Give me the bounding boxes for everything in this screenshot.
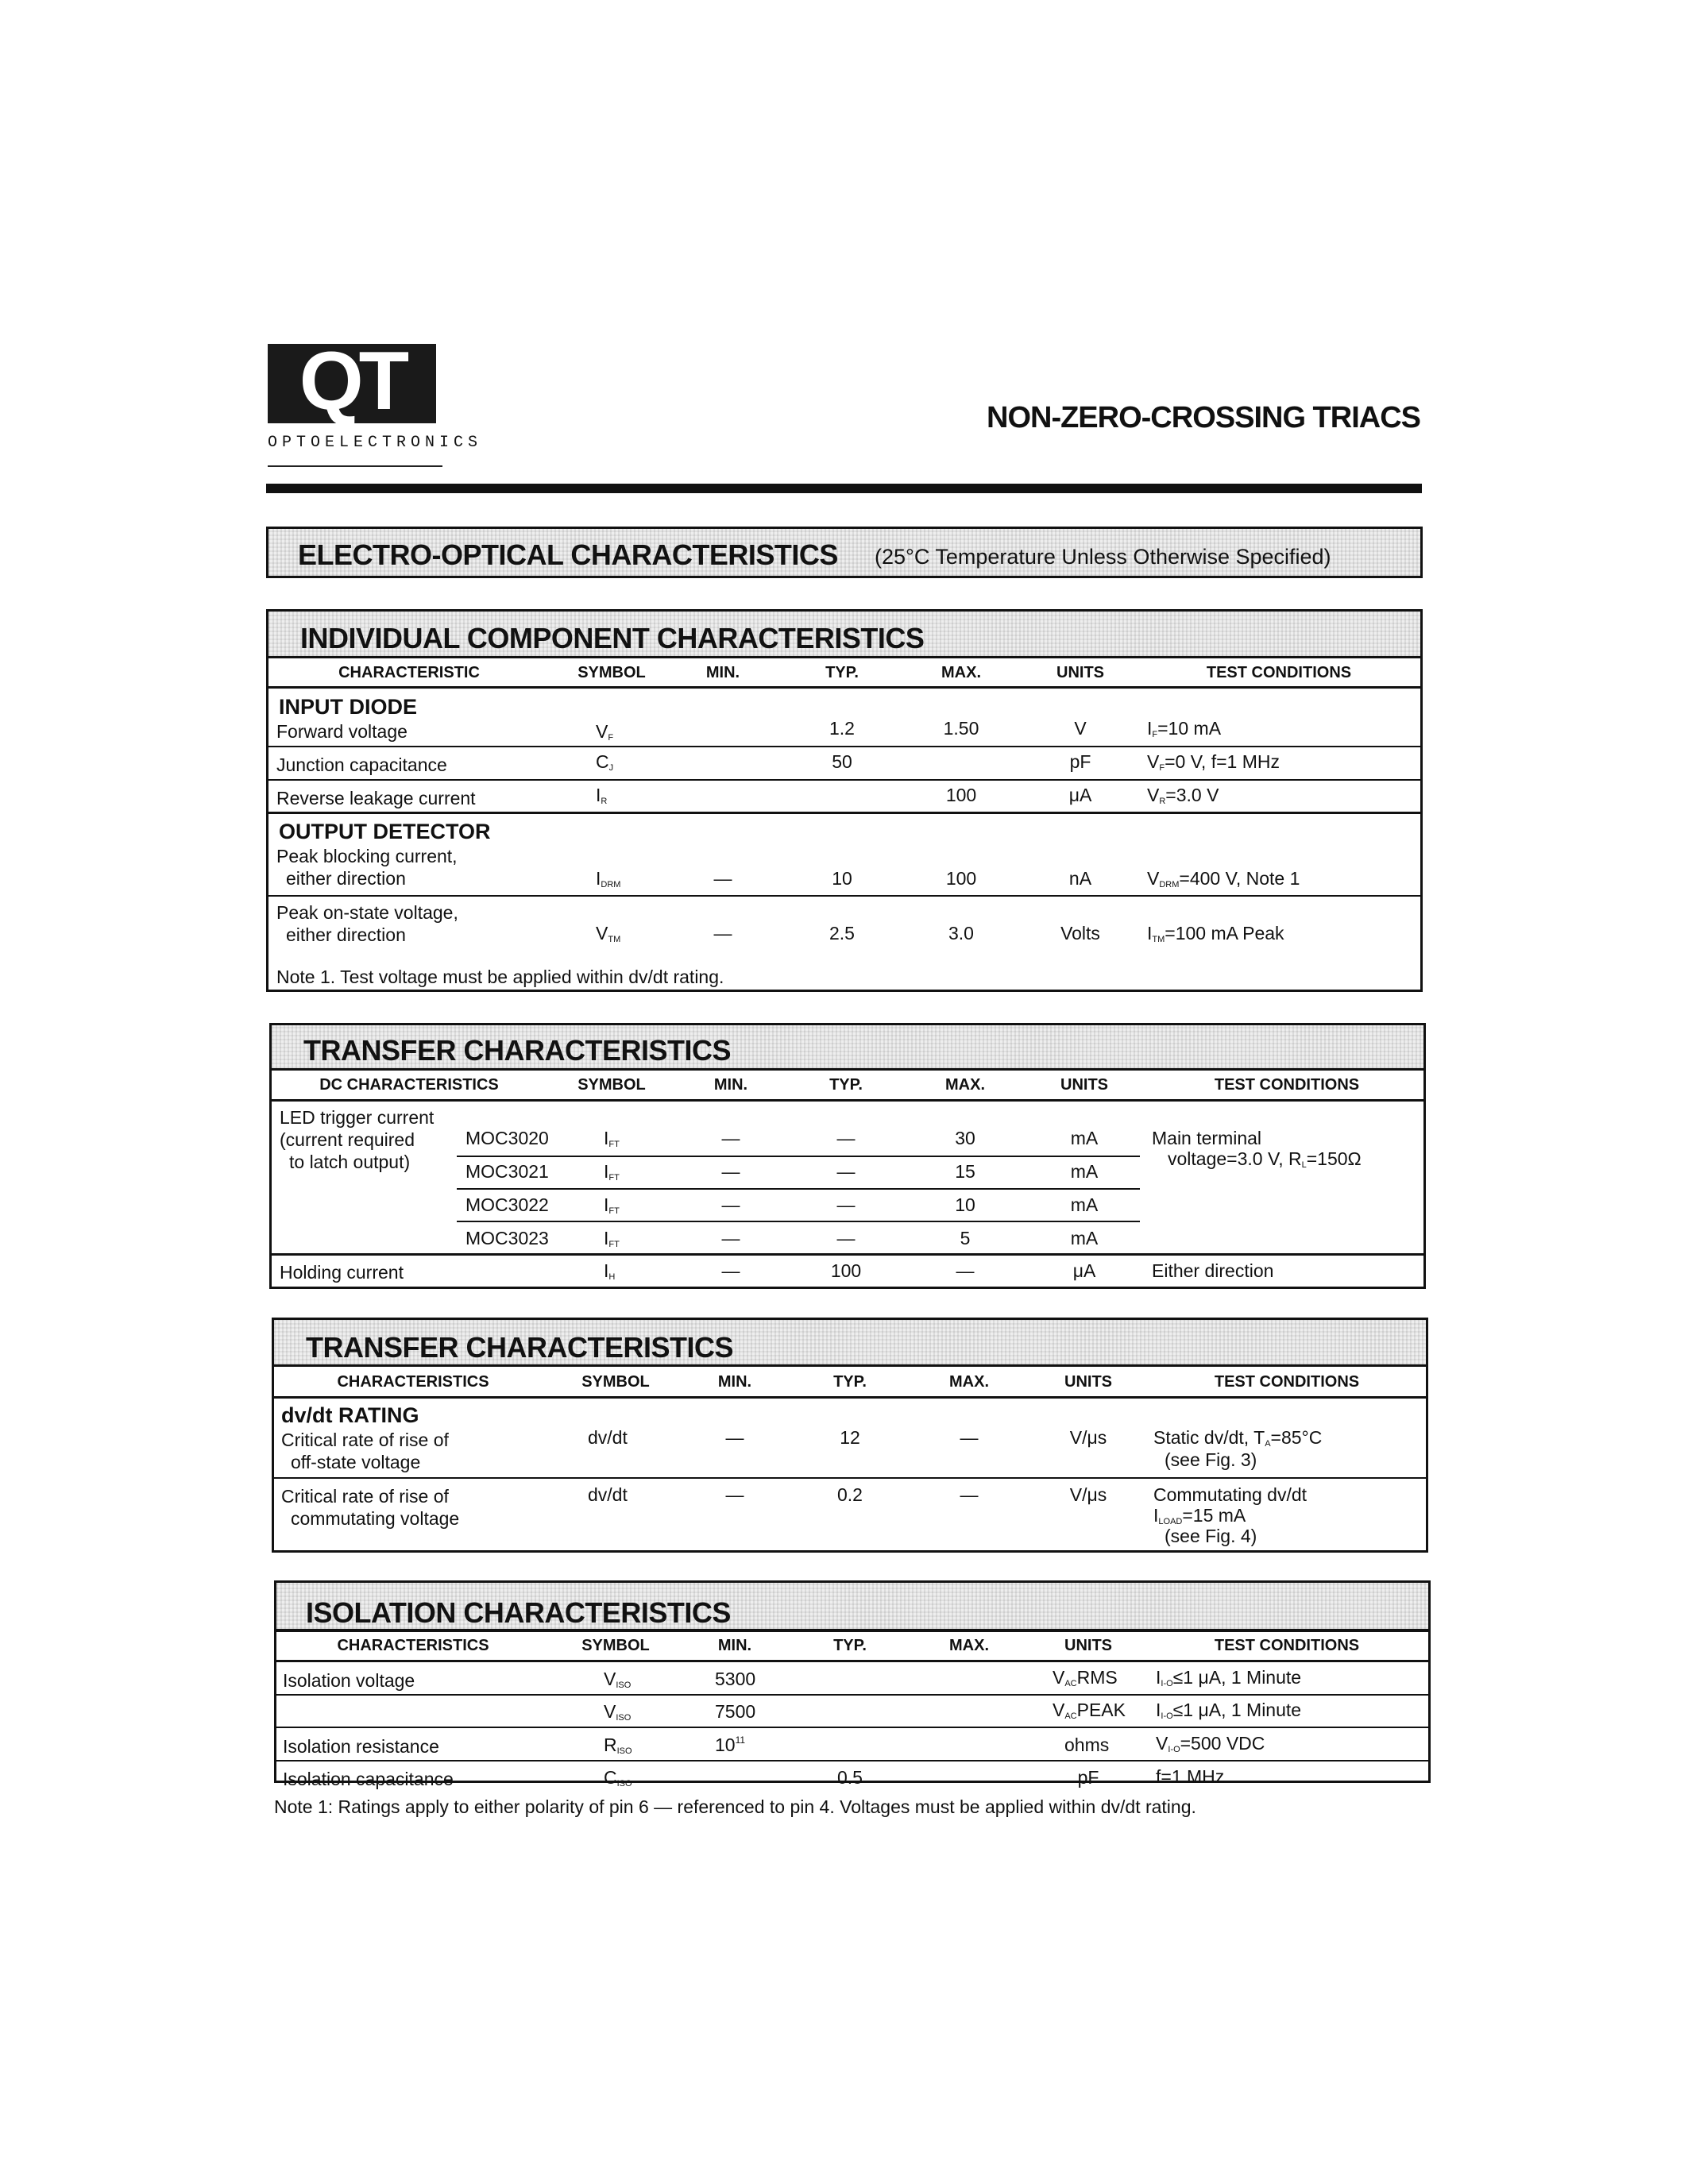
cond-rest: =10 mA — [1157, 718, 1222, 739]
divider — [266, 895, 1423, 897]
divider — [266, 656, 1423, 658]
col-symbol: SYMBOL — [581, 1373, 650, 1391]
cell-max: — — [960, 1484, 979, 1505]
isolation-title: ISOLATION CHARACTERISTICS — [306, 1596, 731, 1629]
sym-sub: FT — [608, 1240, 620, 1249]
min-sup: 11 — [735, 1734, 746, 1746]
cell-typ: — — [836, 1128, 856, 1148]
cell-condition-2 — [1153, 1505, 1246, 1526]
col-characteristic: CHARACTERISTIC — [338, 664, 480, 681]
cond: I — [1147, 718, 1153, 739]
cell-symbol — [596, 868, 620, 889]
divider — [274, 1760, 1431, 1761]
units: V — [1053, 1700, 1065, 1720]
cell-units: mA — [1070, 1128, 1099, 1148]
divider — [272, 1364, 1428, 1367]
cell-char: Critical rate of rise of — [281, 1430, 449, 1450]
col-max: MAX. — [949, 1637, 989, 1654]
units: V — [1053, 1667, 1065, 1688]
cell-units — [1053, 1667, 1118, 1688]
cell-condition-3: (see Fig. 4) — [1165, 1526, 1257, 1546]
cell-units: pF — [1077, 1767, 1099, 1788]
col-typ: TYP. — [825, 664, 859, 681]
cell-max: 100 — [945, 785, 977, 805]
cell-units: V/μs — [1069, 1427, 1107, 1448]
col-test-conditions: TEST CONDITIONS — [1214, 1637, 1360, 1654]
col-min: MIN. — [713, 1076, 748, 1094]
col-symbol: SYMBOL — [581, 1637, 650, 1654]
cell-units — [1053, 1700, 1126, 1721]
cond-sub: A — [1265, 1439, 1271, 1449]
cell-typ: — — [836, 1228, 856, 1248]
cond-rest: =0 V, f=1 MHz — [1165, 751, 1280, 772]
cell-units: mA — [1070, 1161, 1099, 1182]
cell-symbol — [604, 1194, 620, 1216]
cond-rest: =500 VDC — [1180, 1733, 1265, 1754]
units-sub: AC — [1064, 1679, 1077, 1688]
logo-mark: QT — [299, 335, 405, 427]
led-trigger-label: LED trigger current — [280, 1107, 435, 1128]
cell-max: — — [960, 1427, 979, 1448]
cell-char-2: either direction — [286, 924, 406, 945]
cond-rest: =3.0 V — [1165, 785, 1219, 805]
divider — [274, 1727, 1431, 1728]
units-rest: PEAK — [1076, 1700, 1126, 1720]
cell-typ: 2.5 — [829, 923, 855, 943]
cond: V — [1156, 1733, 1168, 1754]
cell-units: V — [1074, 718, 1087, 739]
logo-subtitle: OPTOELECTRONICS — [268, 434, 483, 452]
sym: I — [604, 1260, 609, 1281]
cond-rest: ≤1 μA, 1 Minute — [1172, 1667, 1302, 1688]
divider — [266, 746, 1423, 747]
cond: V — [1147, 785, 1160, 805]
cell-min: 7500 — [715, 1701, 756, 1722]
divider — [274, 1630, 1431, 1632]
col-test-conditions: TEST CONDITIONS — [1214, 1076, 1360, 1094]
cell-condition — [1147, 751, 1280, 773]
individual-title: INDIVIDUAL COMPONENT CHARACTERISTICS — [300, 622, 925, 654]
col-units: UNITS — [1056, 664, 1104, 681]
cell-units: Volts — [1060, 923, 1100, 943]
category-input-diode: INPUT DIODE — [279, 695, 418, 719]
sym-sub: TM — [608, 935, 621, 944]
divider — [457, 1156, 1140, 1157]
cell-units: nA — [1068, 868, 1092, 889]
cell-symbol — [596, 923, 620, 944]
sym: R — [604, 1734, 617, 1755]
cell-max: — — [956, 1260, 975, 1281]
divider — [269, 1253, 1426, 1256]
cell-symbol — [604, 1161, 620, 1183]
divider — [272, 1477, 1428, 1479]
col-max: MAX. — [949, 1373, 989, 1391]
cond-sub: L — [1301, 1160, 1307, 1170]
col-min: MIN. — [705, 664, 740, 681]
cell-typ: 50 — [832, 751, 852, 772]
cell-max: 10 — [955, 1194, 975, 1215]
sym-sub: R — [601, 797, 608, 806]
col-dc-characteristics: DC CHARACTERISTICS — [319, 1076, 499, 1094]
sym-sub: H — [608, 1272, 616, 1282]
col-typ: TYP. — [829, 1076, 863, 1094]
cell-symbol: dv/dt — [588, 1484, 628, 1505]
cell-char: Isolation resistance — [283, 1736, 439, 1757]
part-number: MOC3021 — [465, 1161, 549, 1182]
cond: V — [1147, 868, 1160, 889]
cell-char: Isolation capacitance — [283, 1769, 454, 1789]
cond-rest: =85°C — [1270, 1427, 1323, 1448]
cell-min: — — [721, 1161, 740, 1182]
electro-optical-note: (25°C Temperature Unless Otherwise Specified) — [875, 545, 1331, 569]
cell-max: 3.0 — [948, 923, 974, 943]
cell-typ: — — [836, 1161, 856, 1182]
divider — [269, 1099, 1426, 1102]
divider — [457, 1188, 1140, 1190]
cell-symbol: dv/dt — [588, 1427, 628, 1448]
sym: V — [596, 721, 608, 742]
cond-sub: TM — [1152, 935, 1165, 944]
electro-optical-title: ELECTRO-OPTICAL CHARACTERISTICS — [298, 538, 838, 571]
cond: voltage=3.0 V, R — [1168, 1148, 1302, 1169]
sym-sub: ISO — [616, 1779, 632, 1788]
cell-units: pF — [1069, 751, 1091, 772]
category-output-detector: OUTPUT DETECTOR — [279, 820, 491, 843]
cell-char: Holding current — [280, 1262, 404, 1283]
cond-rest: =15 mA — [1182, 1505, 1246, 1526]
sym: V — [596, 923, 608, 943]
sym-sub: FT — [608, 1206, 620, 1216]
cell-units: μA — [1072, 1260, 1096, 1281]
cell-char-2: off-state voltage — [291, 1452, 421, 1472]
cond-rest: =100 mA Peak — [1165, 923, 1284, 943]
cell-condition — [1147, 923, 1284, 944]
cond-sub: I-O — [1161, 1711, 1173, 1721]
divider — [266, 686, 1423, 689]
part-number: MOC3023 — [465, 1228, 549, 1248]
sym-sub: FT — [608, 1173, 620, 1183]
cell-condition — [1153, 1427, 1322, 1449]
cond-rest: =150Ω — [1306, 1148, 1362, 1169]
col-units: UNITS — [1064, 1373, 1112, 1391]
sym-sub: DRM — [601, 880, 621, 889]
sym-sub: ISO — [616, 1713, 632, 1723]
cell-min: — — [721, 1260, 740, 1281]
logo-underline — [268, 465, 442, 467]
units-rest: RMS — [1076, 1667, 1118, 1688]
col-test-conditions: TEST CONDITIONS — [1214, 1373, 1360, 1391]
cell-condition: Either direction — [1152, 1260, 1274, 1281]
cond: Static dv/dt, T — [1153, 1427, 1265, 1448]
cell-max: 5 — [960, 1228, 971, 1248]
cell-char-2: commutating voltage — [291, 1508, 460, 1529]
cond-rest: ≤1 μA, 1 Minute — [1172, 1700, 1302, 1720]
divider — [272, 1396, 1428, 1399]
cond-sub: DRM — [1159, 880, 1180, 889]
cell-min: — — [721, 1228, 740, 1248]
cell-max: 1.50 — [943, 718, 979, 739]
cell-symbol — [604, 1767, 632, 1788]
col-symbol: SYMBOL — [577, 1076, 646, 1094]
cell-typ: — — [836, 1194, 856, 1215]
cell-symbol — [604, 1228, 620, 1249]
cond: I — [1147, 923, 1153, 943]
cond-sub: I-O — [1161, 1679, 1173, 1688]
cell-units: ohms — [1064, 1734, 1110, 1755]
cell-symbol — [604, 1701, 631, 1723]
cond: V — [1147, 751, 1160, 772]
divider — [269, 1068, 1426, 1071]
cell-char: Forward voltage — [276, 721, 408, 742]
col-typ: TYP. — [833, 1373, 867, 1391]
col-test-conditions: TEST CONDITIONS — [1206, 664, 1352, 681]
cell-symbol — [604, 1734, 632, 1756]
cond-sub: LOAD — [1158, 1517, 1183, 1526]
cond-sub: I-O — [1168, 1745, 1180, 1754]
divider — [274, 1694, 1431, 1696]
cond-sub: R — [1159, 797, 1166, 806]
cell-condition-2: (see Fig. 3) — [1165, 1449, 1257, 1470]
cell-condition: f=1 MHz — [1156, 1766, 1225, 1787]
cond: I — [1156, 1700, 1161, 1720]
cell-min: — — [725, 1484, 744, 1505]
cell-char-2: either direction — [286, 868, 406, 889]
sym: C — [596, 751, 609, 772]
trigger-condition: Main terminal — [1152, 1128, 1262, 1148]
sym: V — [604, 1669, 616, 1689]
cell-condition: Commutating dv/dt — [1153, 1484, 1308, 1505]
cell-typ: 12 — [840, 1427, 860, 1448]
cell-char: Isolation voltage — [283, 1670, 415, 1691]
cell-char: Junction capacitance — [276, 754, 447, 775]
col-min: MIN. — [717, 1373, 752, 1391]
cell-typ: 0.5 — [837, 1767, 863, 1788]
cell-char: Peak on-state voltage, — [276, 902, 458, 923]
part-number: MOC3020 — [465, 1128, 549, 1148]
cell-typ: 10 — [832, 868, 852, 889]
cell-min: — — [713, 868, 732, 889]
col-symbol: SYMBOL — [577, 664, 646, 681]
cell-typ: 0.2 — [837, 1484, 863, 1505]
cell-condition — [1156, 1733, 1265, 1754]
cell-units: V/μs — [1069, 1484, 1107, 1505]
cell-min: — — [725, 1427, 744, 1448]
trigger-condition-2 — [1168, 1148, 1362, 1170]
cell-min: — — [713, 923, 732, 943]
cond: I — [1156, 1667, 1161, 1688]
cell-typ: 100 — [830, 1260, 862, 1281]
sym-sub: F — [608, 733, 614, 743]
col-units: UNITS — [1064, 1637, 1112, 1654]
sym: I — [604, 1194, 609, 1215]
cell-condition — [1147, 718, 1221, 739]
cell-symbol — [596, 751, 613, 773]
sym: C — [604, 1767, 617, 1788]
sym: V — [604, 1701, 616, 1722]
col-max: MAX. — [941, 664, 981, 681]
header-rule — [266, 484, 1422, 493]
cell-typ: 1.2 — [829, 718, 855, 739]
cell-condition — [1147, 785, 1219, 806]
cell-symbol — [604, 1128, 620, 1149]
individual-note: Note 1. Test voltage must be applied within dv/dt rating. — [276, 967, 724, 987]
cell-min: — — [721, 1194, 740, 1215]
divider — [266, 812, 1423, 814]
document-title: NON-ZERO-CROSSING TRIACS — [987, 401, 1420, 434]
cond-sub: F — [1159, 763, 1165, 773]
divider — [274, 1660, 1431, 1662]
sym: I — [604, 1228, 609, 1248]
col-characteristics: CHARACTERISTICS — [337, 1373, 489, 1391]
part-number: MOC3022 — [465, 1194, 549, 1215]
col-units: UNITS — [1060, 1076, 1108, 1094]
cell-char: Critical rate of rise of — [281, 1486, 449, 1507]
cell-symbol — [596, 785, 607, 806]
led-trigger-label-3: to latch output) — [289, 1152, 411, 1172]
led-trigger-label-2: (current required — [280, 1129, 415, 1150]
col-typ: TYP. — [833, 1637, 867, 1654]
cond: I — [1153, 1505, 1159, 1526]
cond-rest: =400 V, Note 1 — [1179, 868, 1300, 889]
col-max: MAX. — [945, 1076, 985, 1094]
sym-sub: J — [608, 763, 614, 773]
cell-min: — — [721, 1128, 740, 1148]
units-sub: AC — [1064, 1711, 1077, 1721]
transfer-dvdt-title: TRANSFER CHARACTERISTICS — [306, 1331, 734, 1364]
isolation-note: Note 1: Ratings apply to either polarity of pin 6 — referenced to pin 4. Voltages must be applied within dv/dt rating. — [274, 1796, 1196, 1817]
sym: I — [596, 868, 601, 889]
cell-units: μA — [1068, 785, 1092, 805]
cell-condition — [1147, 868, 1300, 889]
cond-sub: F — [1152, 730, 1158, 739]
cell-units: mA — [1070, 1194, 1099, 1215]
sym: I — [604, 1161, 609, 1182]
col-characteristics: CHARACTERISTICS — [337, 1637, 489, 1654]
divider — [266, 779, 1423, 781]
col-min: MIN. — [717, 1637, 752, 1654]
sym: I — [604, 1128, 609, 1148]
min: 10 — [715, 1734, 736, 1755]
cell-symbol — [604, 1669, 631, 1690]
cell-max: 30 — [955, 1128, 975, 1148]
cell-condition — [1156, 1667, 1301, 1688]
sym-sub: FT — [608, 1140, 620, 1149]
cell-symbol — [596, 721, 613, 743]
category-dvdt-rating: dv/dt RATING — [281, 1403, 419, 1427]
cell-min: 5300 — [715, 1669, 756, 1689]
divider — [457, 1221, 1140, 1222]
cell-max: 100 — [945, 868, 977, 889]
cell-char: Reverse leakage current — [276, 788, 476, 808]
cell-max: 15 — [955, 1161, 975, 1182]
cell-symbol — [604, 1260, 615, 1282]
cell-char: Peak blocking current, — [276, 846, 458, 866]
cell-min — [715, 1734, 745, 1756]
cell-condition — [1156, 1700, 1301, 1721]
sym: I — [596, 785, 601, 805]
sym-sub: ISO — [616, 1680, 632, 1690]
sym-sub: ISO — [616, 1746, 632, 1756]
transfer-dc-title: TRANSFER CHARACTERISTICS — [303, 1034, 732, 1067]
cell-units: mA — [1070, 1228, 1099, 1248]
